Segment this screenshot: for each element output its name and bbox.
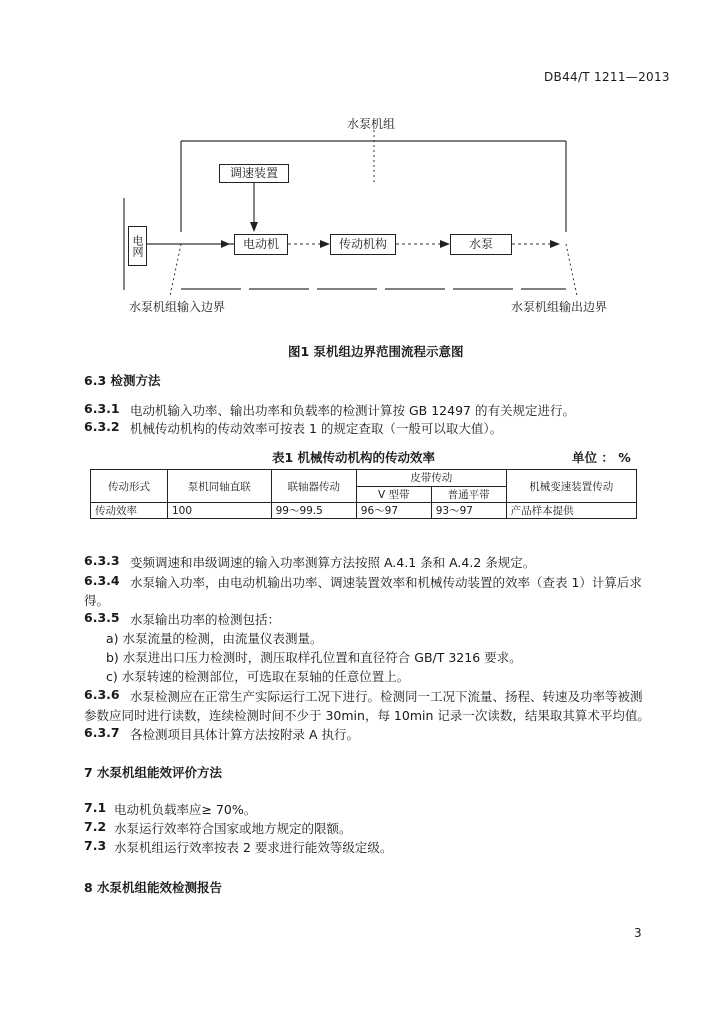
section-7-title: 7 水泵机组能效评价方法 [84, 765, 223, 780]
transmission-box [330, 234, 396, 255]
clause-7-2-number: 7.2 [84, 819, 107, 834]
page-number: 3 [634, 926, 642, 940]
table-cell-flat-belt: 93～97 [431, 503, 506, 519]
clause-7-3-text: 水泵机组运行效率按表 2 要求进行能效等级定级。 [114, 840, 393, 855]
table-header-flat-belt: 普通平带 [431, 486, 506, 503]
clause-6-3-6-number: 6.3.6 [84, 687, 120, 702]
table-cell-label: 传动效率 [91, 503, 168, 519]
motor-label: 电动机 [242, 237, 279, 251]
grid-box [128, 226, 147, 266]
clause-6-3-5-item-b: b) 水泵进出口压力检测时，测压取样孔位置和直径符合 GB/T 3216 要求。 [106, 650, 522, 665]
table-header-vbelt: V 型带 [356, 486, 431, 503]
clause-6-3-6-text-line1: 水泵检测应在正常生产实际运行工况下进行。检测同一工况下流量、扬程、转速及功率等被测 [130, 689, 643, 704]
clause-6-3-2-text: 机械传动机构的传动效率可按表 1 的规定查取（一般可以取大值）。 [130, 421, 503, 436]
pump-label: 水泵 [468, 237, 493, 251]
table-cell-variable: 产品样本提供 [506, 503, 636, 519]
clause-6-3-4-text-line1: 水泵输入功率，由电动机输出功率、调速装置效率和机械传动装置的效率（查表 1）计算后求 [130, 575, 642, 590]
table-header-coupling: 联轴器传动 [271, 470, 356, 503]
table-1-caption: 表1 机械传动机构的传动效率 [272, 450, 436, 465]
table-header-belt: 皮带传动 [356, 470, 506, 487]
table-1 [90, 469, 637, 519]
table-cell-coupling: 99～99.5 [271, 503, 356, 519]
flow-diagram-lines [0, 0, 728, 320]
clause-7-3-number: 7.3 [84, 838, 107, 853]
table-row [91, 503, 637, 519]
clause-6-3-3-text: 变频调速和串级调速的输入功率测算方法按照 A.4.1 条和 A.4.2 条规定。 [130, 555, 536, 570]
table-cell-coaxial: 100 [167, 503, 271, 519]
clause-6-3-7-number: 6.3.7 [84, 725, 120, 740]
speed-device-box [219, 164, 289, 183]
clause-7-1-text: 电动机负载率应≥ 70%。 [114, 802, 257, 817]
table-cell-vbelt: 96～97 [356, 503, 431, 519]
clause-6-3-1-number: 6.3.1 [84, 401, 120, 416]
clause-6-3-5-item-a: a) 水泵流量的检测，由流量仪表测量。 [106, 631, 323, 646]
clause-6-3-2-number: 6.3.2 [84, 419, 120, 434]
clause-7-2-text: 水泵运行效率符合国家或地方规定的限额。 [114, 821, 352, 836]
table-header-variable: 机械变速装置传动 [506, 470, 636, 503]
motor-box [234, 234, 288, 255]
clause-6-3-6-text-line2: 参数应同时进行读数，连续检测时间不少于 30min，每 10min 记录一次读数，结果取其算术平均值。 [84, 708, 650, 723]
clause-6-3-5-number: 6.3.5 [84, 610, 120, 625]
clause-6-3-1-text: 电动机输入功率、输出功率和负载率的检测计算按 GB 12497 的有关规定进行。 [130, 403, 575, 418]
table-header-type: 传动形式 [91, 470, 168, 503]
output-boundary-label: 水泵机组输出边界 [511, 300, 608, 314]
clause-6-3-5-item-c: c) 水泵转速的检测部位，可选取在泵轴的任意位置上。 [106, 669, 410, 684]
grid-label: 电网 [131, 235, 144, 257]
document-id: DB44/T 1211—2013 [544, 70, 670, 84]
table-1-unit: 单位 ： % [572, 450, 631, 465]
pump-unit-label: 水泵机组 [347, 117, 396, 131]
pump-box [450, 234, 512, 255]
section-8-title: 8 水泵机组能效检测报告 [84, 880, 223, 895]
table-header-coaxial: 泵机同轴直联 [167, 470, 271, 503]
clause-6-3-3-number: 6.3.3 [84, 553, 120, 568]
clause-6-3-7-text: 各检测项目具体计算方法按附录 A 执行。 [130, 727, 359, 742]
input-boundary-label: 水泵机组输入边界 [129, 300, 226, 314]
clause-6-3-4-number: 6.3.4 [84, 573, 120, 588]
figure-caption: 图1 泵机组边界范围流程示意图 [288, 344, 464, 359]
clause-7-1-number: 7.1 [84, 800, 107, 815]
clause-6-3-4-text-line2: 得。 [84, 593, 110, 608]
transmission-label: 传动机构 [338, 237, 387, 251]
section-6-3-title: 6.3 检测方法 [84, 373, 161, 388]
clause-6-3-5-text: 水泵输出功率的检测包括： [130, 612, 281, 627]
speed-device-label: 调速装置 [229, 166, 278, 180]
